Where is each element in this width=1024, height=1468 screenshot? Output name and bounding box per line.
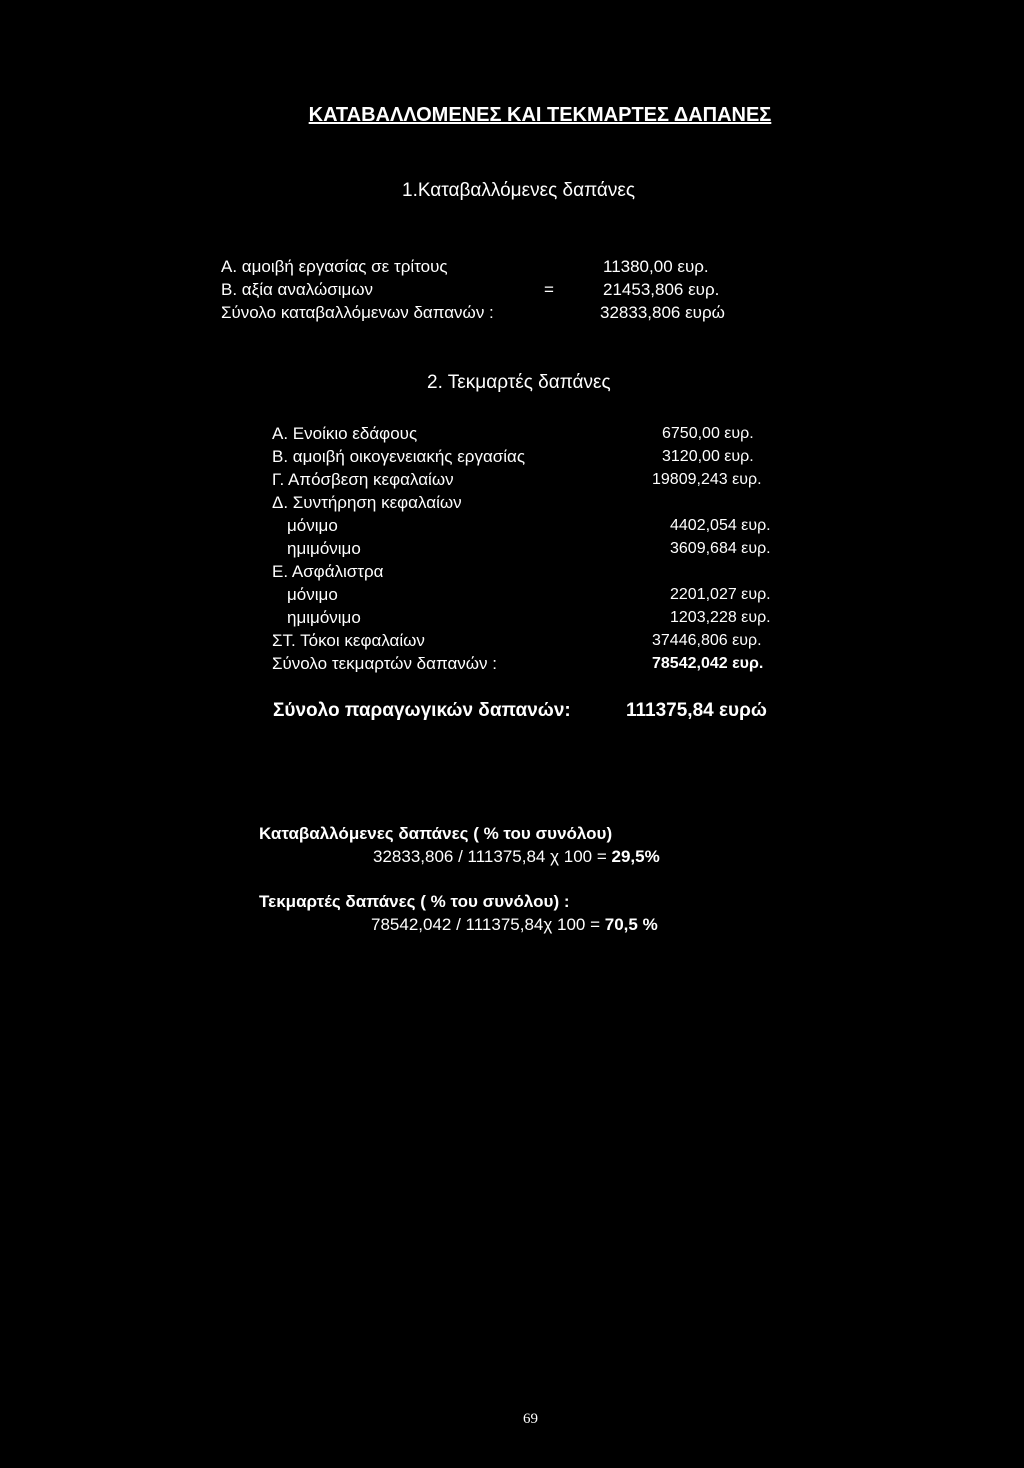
percent1-formula-text: 32833,806 / 111375,84 χ 100 = — [373, 847, 607, 866]
section2-row-label: Ε. Ασφάλιστρα — [272, 562, 384, 581]
section2-row-value: 3609,684 ευρ. — [670, 540, 771, 557]
section1-heading: 1.Καταβαλλόμενες δαπάνες — [402, 180, 636, 201]
section1-row-label: Β. αξία αναλώσιμων — [221, 280, 374, 299]
percent1-label: Καταβαλλόμενες δαπάνες ( % του συνόλου) — [259, 824, 613, 843]
grand-total-value: 111375,84 ευρώ — [626, 700, 767, 721]
percent2-result: 70,5 % — [604, 915, 658, 934]
section2-total-label: Σύνολο τεκμαρτών δαπανών : — [272, 654, 498, 673]
percent2-formula-text: 78542,042 / 111375,84χ 100 = — [371, 915, 601, 934]
section2-row-value: 6750,00 ευρ. — [662, 425, 754, 442]
section2-subrow-label: μόνιμο — [287, 516, 338, 535]
section2-row-value: 19809,243 ευρ. — [652, 471, 762, 488]
section2-subrow-label: ημιμόνιμο — [287, 608, 361, 627]
section1-row-value: 21453,806 ευρ. — [603, 280, 720, 299]
section2-row-label: Γ. Απόσβεση κεφαλαίων — [272, 470, 454, 489]
section2-row-label: Δ. Συντήρηση κεφαλαίων — [272, 493, 462, 512]
percent1-formula — [373, 847, 660, 867]
section2-subrow-label: ημιμόνιμο — [287, 539, 361, 558]
section1-row-value: 11380,00 ευρ. — [603, 257, 709, 276]
page-title: ΚΑΤΑΒΑΛΛΟΜΕΝΕΣ ΚΑΙ ΤΕΚΜΑΡΤΕΣ ΔΑΠΑΝΕΣ — [308, 104, 772, 126]
section2-total-value: 78542,042 ευρ. — [652, 655, 764, 672]
section2-row-value: 4402,054 ευρ. — [670, 517, 771, 534]
section1-row-label: Α. αμοιβή εργασίας σε τρίτους — [221, 257, 448, 276]
page-number: 69 — [523, 1411, 538, 1427]
section2-row-label: Α. Ενοίκιο εδάφους — [272, 424, 418, 443]
section2-row-value: 3120,00 ευρ. — [662, 448, 754, 465]
section1-row-sep: = — [544, 280, 554, 299]
percent2-formula — [371, 915, 658, 935]
section2-row-label: Β. αμοιβή οικογενειακής εργασίας — [272, 447, 526, 466]
section2-subrow-label: μόνιμο — [287, 585, 338, 604]
section2-row-value: 37446,806 ευρ. — [652, 632, 762, 649]
section1-total-label: Σύνολο καταβαλλόμενων δαπανών : — [221, 303, 494, 322]
percent2-label: Τεκμαρτές δαπάνες ( % του συνόλου) : — [259, 892, 570, 911]
percent1-result: 29,5% — [611, 847, 660, 866]
section2-row-value: 2201,027 ευρ. — [670, 586, 771, 603]
section1-total-value: 32833,806 ευρώ — [600, 303, 725, 322]
grand-total-label: Σύνολο παραγωγικών δαπανών: — [273, 700, 571, 721]
section2-row-label: ΣΤ. Τόκοι κεφαλαίων — [272, 631, 425, 650]
section2-row-value: 1203,228 ευρ. — [670, 609, 771, 626]
section2-heading: 2. Τεκμαρτές δαπάνες — [427, 372, 611, 393]
